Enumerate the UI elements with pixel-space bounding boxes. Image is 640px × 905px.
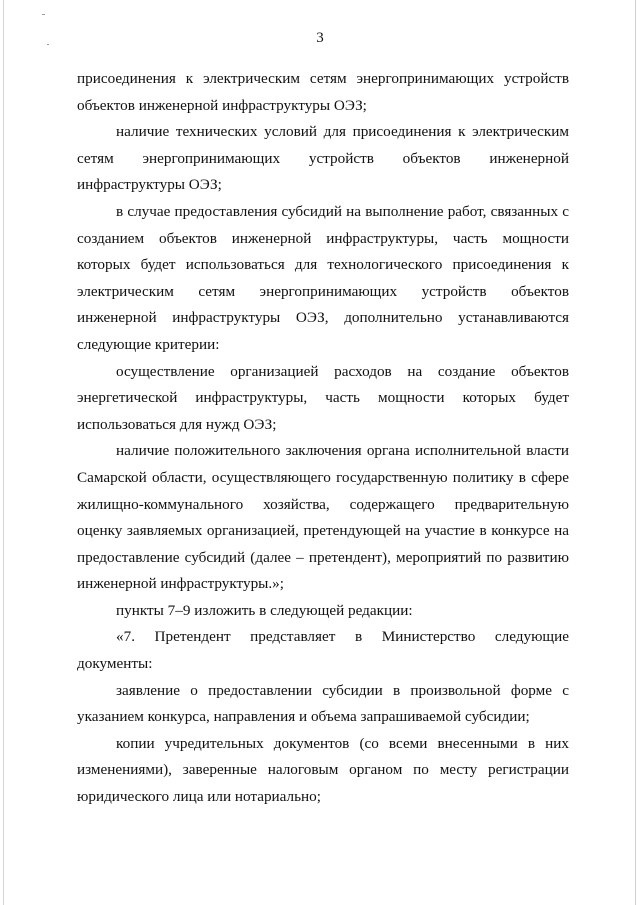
scan-edge-right [635,0,636,905]
paragraph: осуществление организацией расходов на создание объектов энергетической инфраструктуры, часть мощности которых будет использоваться для нужд ОЭЗ; [77,362,569,433]
paragraph: копии учредительных документов (со всеми внесенными в них изменениями), заверенные налоговым органом по месту регистрации юридического лица или нотариально; [77,734,569,806]
document-body [77,66,569,811]
scan-speck [42,14,45,15]
page-number: 3 [316,30,324,46]
scan-edge-left [3,0,4,905]
paragraph: наличие технических условий для присоединения к электрическим сетям энергопринимающих устройств объектов инженерной инфраструктуры ОЭЗ; [77,123,569,194]
paragraph: «7. Претендент представляет в Министерство следующие документы: [77,628,569,673]
paragraph: пункты 7–9 изложить в следующей редакции: [116,601,413,619]
paragraph: присоединения к электрическим сетям энергопринимающих устройств объектов инженерной инфраструктуры ОЭЗ; [77,70,569,114]
paragraph: заявление о предоставлении субсидии в произвольной форме с указанием конкурса, направления и объема запрашиваемой субсидии; [77,681,569,726]
paragraph: в случае предоставления субсидий на выполнение работ, связанных с созданием объектов инженерной инфраструктуры, часть мощности которых будет использоваться для технологического присоединения к электрическим сетям энергопринимающих устройств объектов инженерной инфраструктуры ОЭЗ, дополнительно устанавливаются следующие критерии: [77,202,569,353]
paragraph: наличие положительного заключения органа исполнительной власти Самарской области, осуществляющего государственную политику в сфере жилищно-коммунального хозяйства, содержащего предварительную оценку заявляемых организацией, претендующей на участие в конкурсе на предоставление субсидий (далее – претендент), мероприятий по развитию инженерной инфраструктуры.»; [77,442,569,593]
